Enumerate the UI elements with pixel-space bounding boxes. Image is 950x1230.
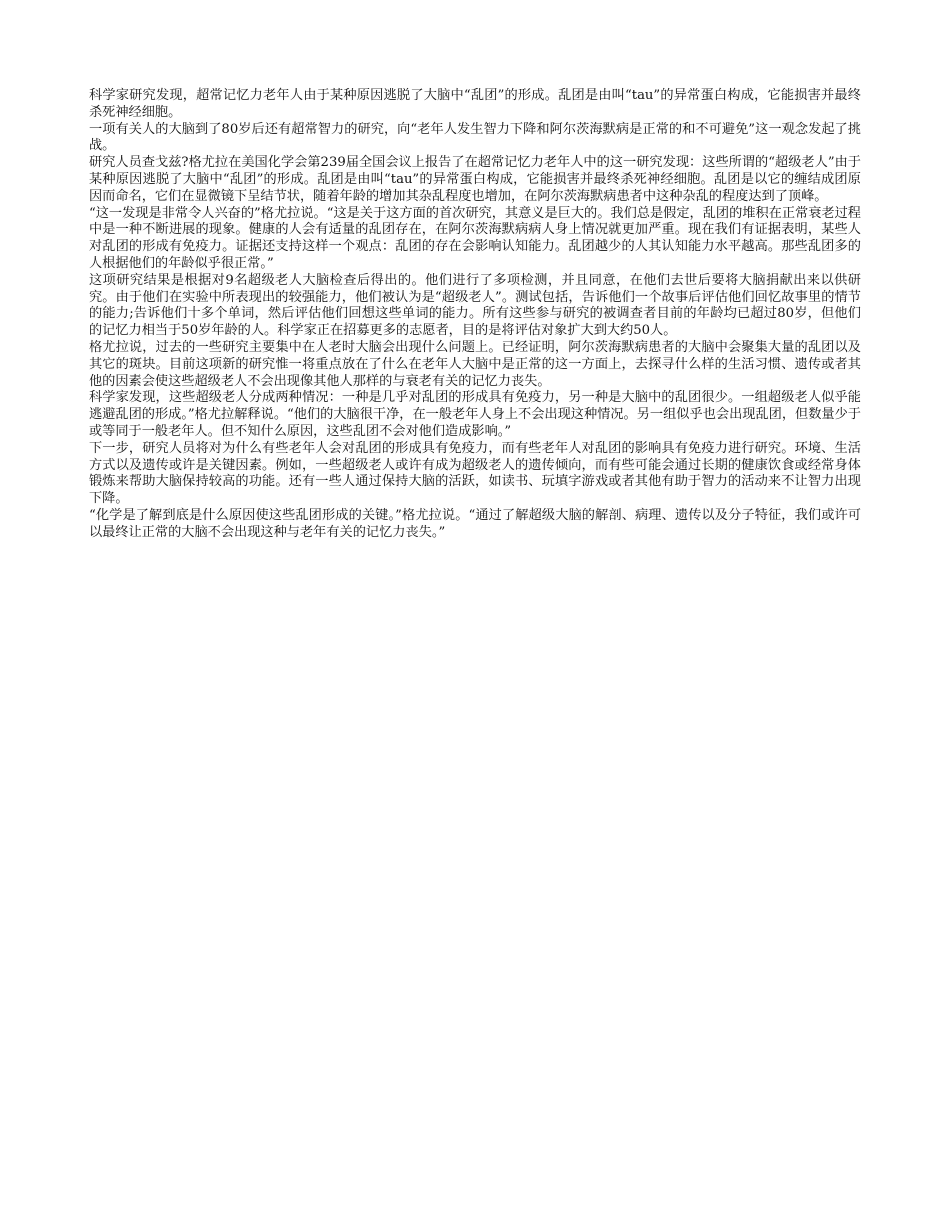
document-body (89, 88, 861, 542)
paragraph-3: 研究人员查戈兹?格尤拉在美国化学会第239届全国会议上报告了在超常记忆力老年人中的这一研究发现：这些所谓的“超级老人”由于某种原因逃脱了大脑中“乱团”的形成。乱团是由叫“tau”的异常蛋白构成，它能损害并最终杀死神经细胞。乱团是以它的缠结成团原因而命名，它们在显微镜下呈结节状，随着年龄的增加其杂乱程度也增加，在阿尔茨海默病患者中这种杂乱的程度达到了顶峰。 (89, 155, 861, 204)
paragraph-7: 科学家发现，这些超级老人分成两种情况：一种是几乎对乱团的形成具有免疫力，另一种是大脑中的乱团很少。一组超级老人似乎能逃避乱团的形成。”格尤拉解释说。“他们的大脑很干净，在一般老年人身上不会出现这种情况。另一组似乎也会出现乱团，但数量少于或等同于一般老年人。但不知什么原因，这些乱团不会对他们造成影响。” (89, 390, 861, 439)
paragraph-4: “这一发现是非常令人兴奋的”格尤拉说。“这是关于这方面的首次研究，其意义是巨大的。我们总是假定，乱团的堆积在正常衰老过程中是一种不断进展的现象。健康的人会有适量的乱团存在，在阿尔茨海默病病人身上情况就更加严重。现在我们有证据表明，某些人对乱团的形成有免疫力。证据还支持这样一个观点：乱团的存在会影响认知能力。乱团越少的人其认知能力水平越高。那些乱团多的人根据他们的年龄似乎很正常。” (89, 205, 861, 271)
paragraph-5: 这项研究结果是根据对9名超级老人大脑检查后得出的。他们进行了多项检测，并且同意，在他们去世后要将大脑捐献出来以供研究。由于他们在实验中所表现出的较强能力，他们被认为是“超级老人”。测试包括，告诉他们一个故事后评估他们回忆故事里的情节的能力;告诉他们十多个单词，然后评估他们回想这些单词的能力。所有这些参与研究的被调查者目前的年龄均已超过80岁，但他们的记忆力相当于50岁年龄的人。科学家正在招募更多的志愿者，目的是将评估对象扩大到大约50人。 (89, 272, 861, 339)
paragraph-8: 下一步，研究人员将对为什么有些老年人会对乱团的形成具有免疫力，而有些老年人对乱团的影响具有免疫力进行研究。环境、生活方式以及遗传或许是关键因素。例如，一些超级老人或许有成为超级老人的遗传倾向，而有些可能会通过长期的健康饮食或经常身体锻炼来帮助大脑保持较高的功能。还有一些人通过保持大脑的活跃，如读书、玩填字游戏或者其他有助于智力的活动来不让智力出现下降。 (89, 440, 861, 507)
paragraph-6: 格尤拉说，过去的一些研究主要集中在人老时大脑会出现什么问题上。已经证明，阿尔茨海默病患者的大脑中会聚集大量的乱团以及其它的斑块。目前这项新的研究惟一将重点放在了什么在老年人大脑中是正常的这一方面上，去探寻什么样的生活习惯、遗传或者其他的因素会使这些超级老人不会出现像其他人那样的与衰老有关的记忆力丧失。 (89, 339, 861, 389)
paragraph-9: “化学是了解到底是什么原因使这些乱团形成的关键。”格尤拉说。“通过了解超级大脑的解剖、病理、遗传以及分子特征，我们或许可以最终让正常的大脑不会出现这种与老年有关的记忆力丧失。” (89, 507, 861, 540)
paragraph-1: 科学家研究发现，超常记忆力老年人由于某种原因逃脱了大脑中“乱团”的形成。乱团是由叫“tau”的异常蛋白构成，它能损害并最终杀死神经细胞。 (89, 88, 861, 120)
paragraph-2: 一项有关人的大脑到了80岁后还有超常智力的研究，向“老年人发生智力下降和阿尔茨海默病是正常的和不可避免”这一观念发起了挑战。 (89, 121, 861, 154)
